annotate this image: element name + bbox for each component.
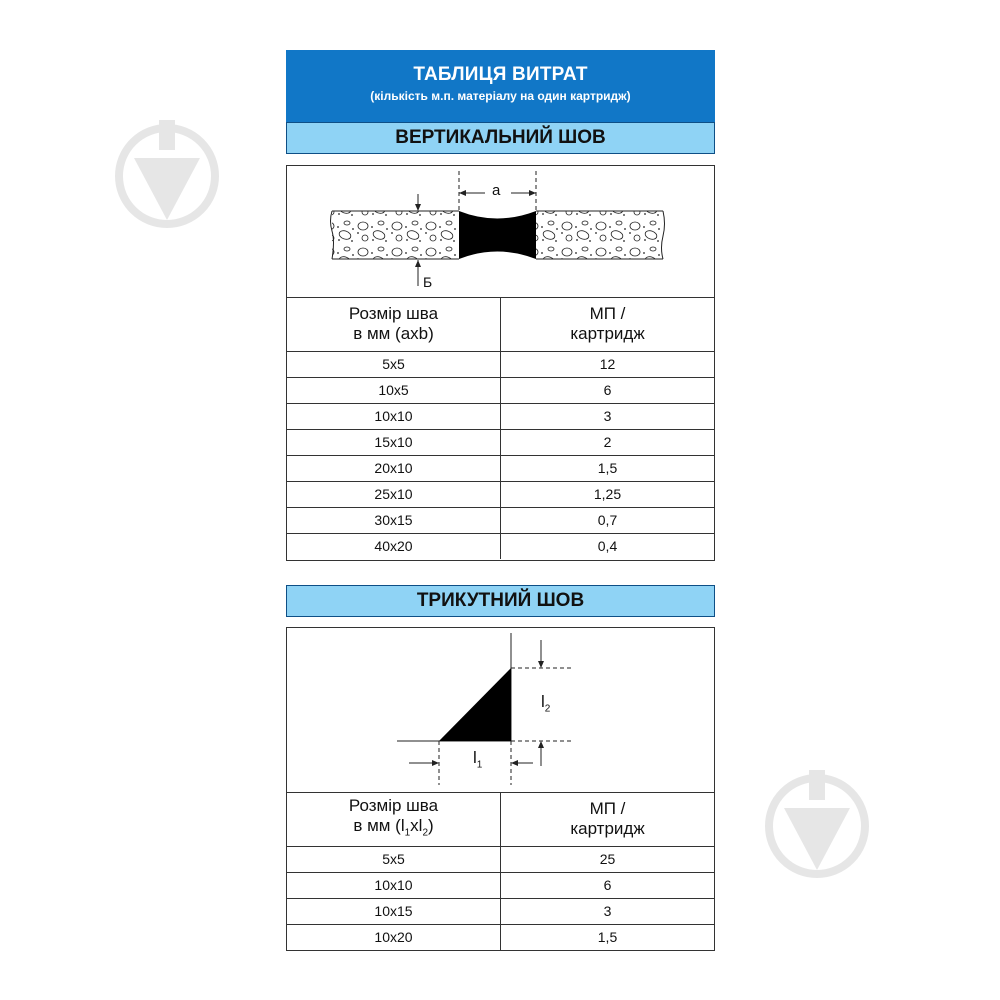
size-cell: 40x20 [287,533,501,559]
mp-cell: 25 [501,846,715,872]
mp-cell: 3 [501,403,715,429]
mp-cell: 0,4 [501,533,715,559]
size-cell: 25x10 [287,481,501,507]
dimension-label-b: Б [423,274,433,290]
table-header-row [287,793,714,846]
size-cell: 10x10 [287,872,501,898]
table-row [287,533,714,559]
watermark-logo-icon [762,764,872,894]
triangular-seam-table [287,793,714,950]
mp-cell: 1,25 [501,481,715,507]
triangular-seam-diagram [287,628,714,793]
vertical-seam-panel [286,165,715,561]
table-row [287,403,714,429]
dimension-label-l2: $l_2$ [541,692,551,715]
column-header-size: Розмір шва в мм $(l_1xl_2)$ [287,793,501,846]
column-header-mp: МП / картридж [501,298,715,351]
mp-cell: 6 [501,872,715,898]
triangular-seam-drawing [287,628,714,792]
mp-cell: 3 [501,898,715,924]
triangular-seam-panel [286,627,715,951]
size-cell: 10x5 [287,377,501,403]
table-header-row [287,298,714,351]
table-row [287,429,714,455]
mp-cell: 1,5 [501,924,715,950]
column-header-size: Розмір шва в мм (axb) [287,298,501,351]
table-row [287,872,714,898]
size-cell: 30x15 [287,507,501,533]
table-row [287,455,714,481]
size-cell: 10x15 [287,898,501,924]
table-row [287,924,714,950]
table-row [287,507,714,533]
mp-cell: 1,5 [501,455,715,481]
column-header-mp: МП / картридж [501,793,715,846]
mp-cell: 0,7 [501,507,715,533]
vertical-seam-title: ВЕРТИКАЛЬНИЙ ШОВ [286,122,715,154]
table-row [287,351,714,377]
vertical-seam-diagram [287,166,714,298]
size-cell: 10x20 [287,924,501,950]
size-cell: 5x5 [287,351,501,377]
mp-cell: 12 [501,351,715,377]
table-row [287,898,714,924]
dimension-label-l1: $l_1$ [473,748,483,771]
size-cell: 20x10 [287,455,501,481]
table-row [287,481,714,507]
dimension-label-a: a [492,182,501,199]
mp-cell: 2 [501,429,715,455]
mp-cell: 6 [501,377,715,403]
size-cell: 15x10 [287,429,501,455]
vertical-seam-drawing [287,166,714,297]
consumption-table-header [286,50,715,122]
triangular-seam-title: ТРИКУТНИЙ ШОВ [286,585,715,617]
table-row [287,377,714,403]
table-row [287,846,714,872]
vertical-seam-table [287,298,714,559]
watermark-logo-icon [112,114,222,244]
size-cell: 10x10 [287,403,501,429]
size-cell: 5x5 [287,846,501,872]
page-subtitle: (кількість м.п. матеріалу на один картридж) [370,89,631,103]
page-title: ТАБЛИЦЯ ВИТРАТ [413,64,588,85]
